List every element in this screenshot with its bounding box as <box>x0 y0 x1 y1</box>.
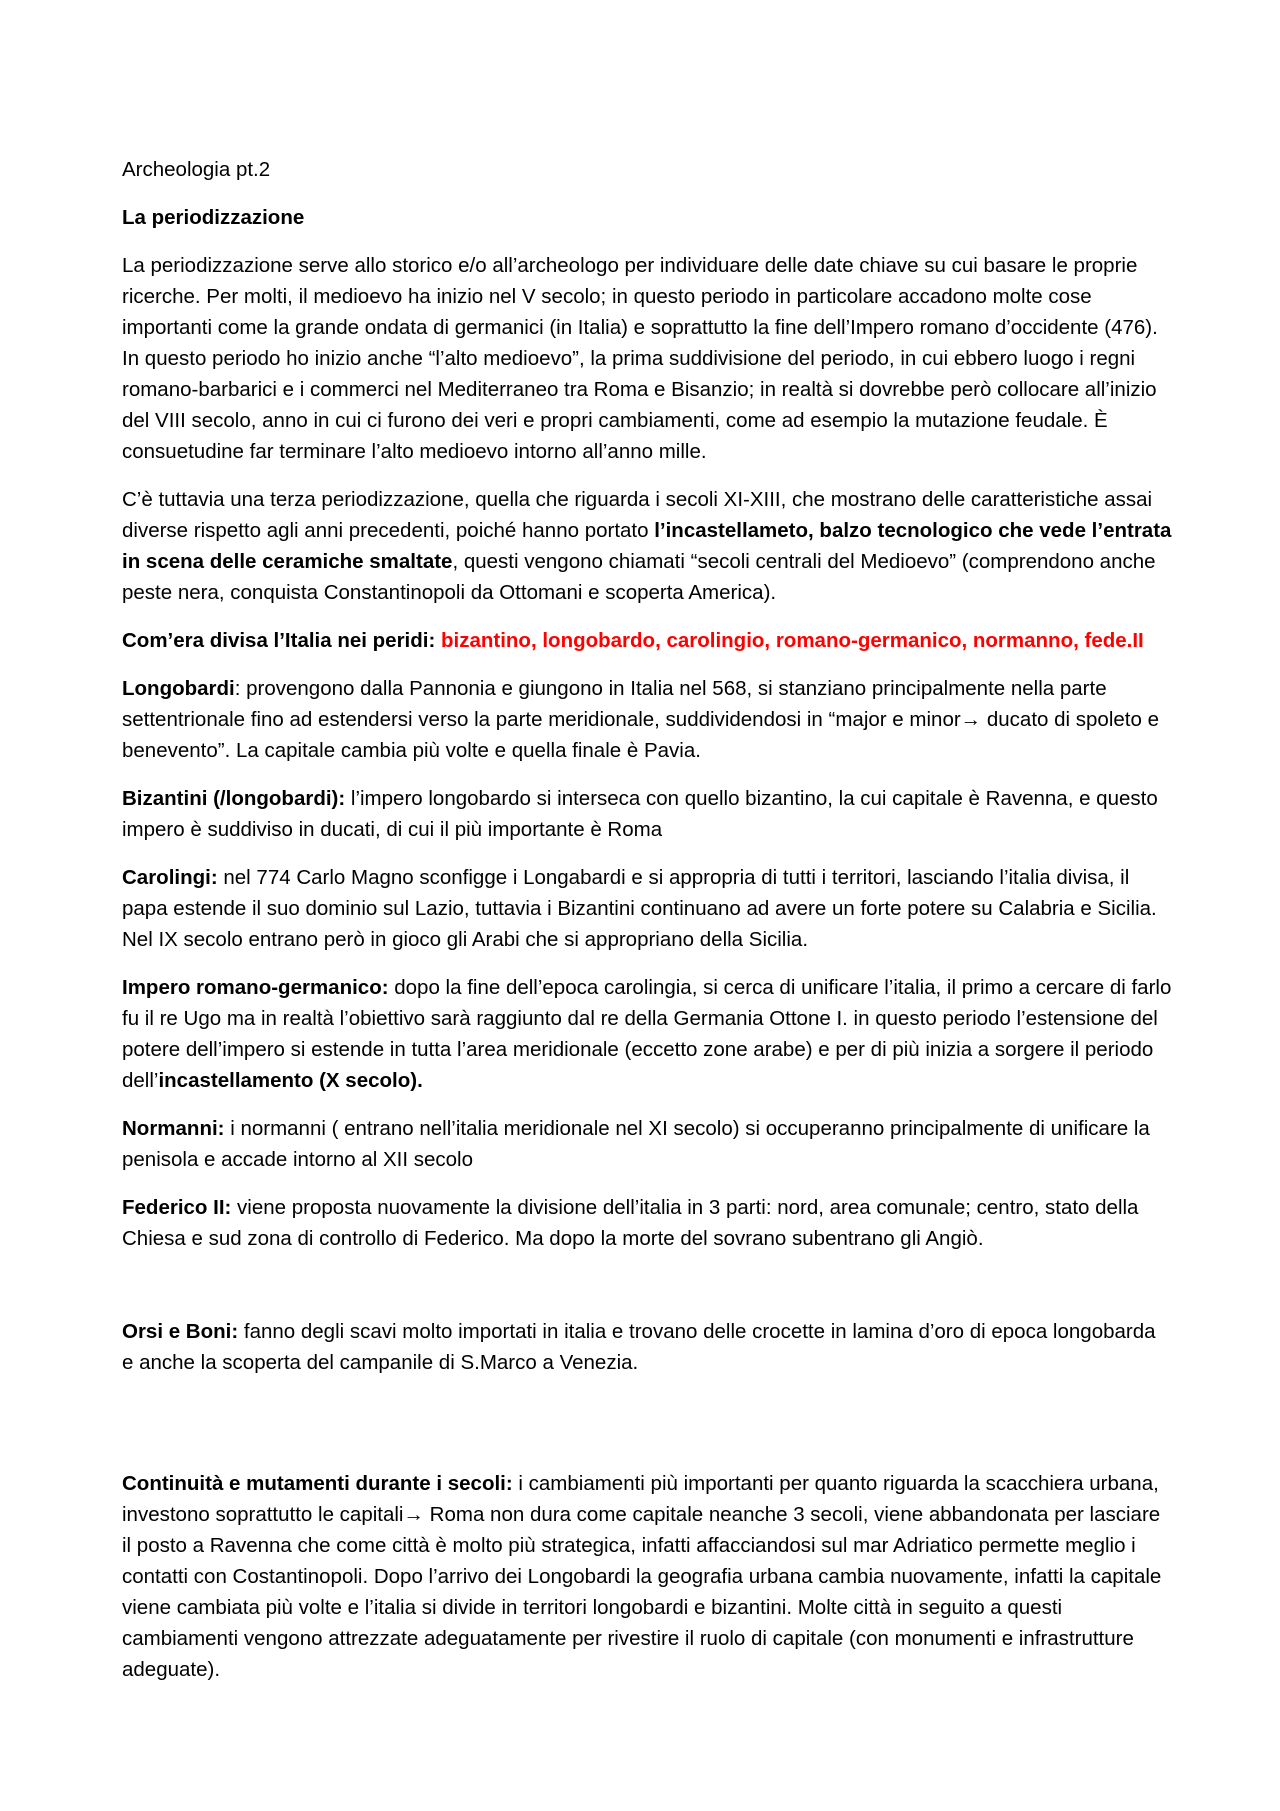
paragraph-terza-periodizzazione <box>122 484 1172 608</box>
paragraph-bizantini <box>122 783 1172 845</box>
paragraph-text: C’è tuttavia una terza periodizzazione, quella che riguarda i secoli XI-XIII, che mostrano delle caratteristiche assai diverse rispetto agli anni precedenti, poiché hanno portato <box>122 488 1153 542</box>
bold-label: Continuità e mutamenti durante i secoli: <box>122 1472 513 1495</box>
paragraph-text: nel 774 Carlo Magno sconfigge i Longabardi e si appropria di tutti i territori, lasciando l’italia divisa, il papa estende il suo dominio sul Lazio, tuttavia i Bizantini continuano ad avere un forte potere su Calabria e Sicilia. Nel IX secolo entrano però in gioco gli Arabi che si appropriano della Sicilia. <box>122 866 1157 951</box>
bold-label: Federico II: <box>122 1196 232 1219</box>
paragraph-longobardi <box>122 673 1172 766</box>
paragraph-orsi-e-boni <box>122 1316 1172 1378</box>
paragraph-text: l’impero longobardo si interseca con quello bizantino, la cui capitale è Ravenna, e questo impero è suddiviso in ducati, di cui il più importante è Roma <box>122 787 1158 841</box>
paragraph-normanni <box>122 1113 1172 1175</box>
bold-label: Orsi e Boni: <box>122 1320 239 1343</box>
paragraph-text: fanno degli scavi molto importati in italia e trovano delle crocette in lamina d’oro di epoca longobarda e anche la scoperta del campanile di S.Marco a Venezia. <box>122 1320 1156 1374</box>
paragraph-text: ducato di spoleto e benevento”. La capitale cambia più volte e quella finale è Pavia. <box>122 708 1159 762</box>
arrow-icon: → <box>403 1503 424 1526</box>
bold-label: Com’era divisa l’Italia nei peridi: <box>122 629 441 652</box>
bold-label: Impero romano-germanico: <box>122 976 389 999</box>
paragraph-text: dopo la fine dell’epoca carolingia, si cerca di unificare l’italia, il primo a cercare di farlo fu il re Ugo ma in realtà l’obiettivo sarà raggiunto dal re della Germania Ottone I. in questo periodo l’estensione del potere dell’impero si estende in tutta l’area meridionale (eccetto zone arabe) e per di più inizia a sorgere il periodo dell’ <box>122 976 1172 1092</box>
paragraph-impero-romano-germanico <box>122 972 1172 1096</box>
paragraph-carolingi <box>122 862 1172 955</box>
bold-label: Longobardi <box>122 677 235 700</box>
paragraph-continuita <box>122 1468 1172 1685</box>
arrow-icon: → <box>960 708 982 731</box>
highlighted-text: bizantino, longobardo, carolingio, romano-germanico, normanno, fede.II <box>441 629 1144 652</box>
paragraph-federico-ii <box>122 1192 1172 1254</box>
section-heading: La periodizzazione <box>122 206 305 229</box>
document-body <box>122 154 1172 1702</box>
paragraph-text: viene proposta nuovamente la divisione dell’italia in 3 parti: nord, area comunale; centro, stato della Chiesa e sud zona di controllo di Federico. Ma dopo la morte del sovrano subentrano gli Angiò. <box>122 1196 1139 1250</box>
bold-text: incastellamento (X secolo). <box>158 1069 423 1092</box>
doc-title: Archeologia pt.2 <box>122 158 271 181</box>
bold-label: Normanni: <box>122 1117 225 1140</box>
paragraph-text: , questi vengono chiamati “secoli centrali del Medioevo” (comprendono anche peste nera, conquista Constantinopoli da Ottomani e scoperta America). <box>122 550 1156 604</box>
paragraph-divisione-italia <box>122 625 1172 656</box>
paragraph-text: Roma non dura come capitale neanche 3 secoli, viene abbandonata per lasciare il posto a Ravenna che come città è molto più strategica, infatti affacciandosi sul mar Adriatico permette meglio i contatti con Costantinopoli. Dopo l’arrivo dei Longobardi la geografia urbana cambia nuovamente, infatti la capitale viene cambiata più volte e l’italia si divide in territori longobardi e bizantini. Molte città in seguito a questi cambiamenti vengono attrezzate adeguatamente per rivestire il ruolo di capitale (con monumenti e infrastrutture adeguate). <box>122 1503 1162 1681</box>
paragraph-text: : provengono dalla Pannonia e giungono in Italia nel 568, si stanziano principalmente nella parte settentrionale fino ad estendersi verso la parte meridionale, suddividendosi in “major e minor <box>122 677 1107 731</box>
paragraph-text: i cambiamenti più importanti per quanto riguarda la scacchiera urbana, investono soprattutto le capitali <box>122 1472 1159 1526</box>
bold-text: l’incastellameto, balzo tecnologico che vede l’entrata in scena delle ceramiche smaltate <box>122 519 1172 573</box>
bold-label: Bizantini (/longobardi): <box>122 787 346 810</box>
paragraph-text: i normanni ( entrano nell’italia meridionale nel XI secolo) si occuperanno principalmente di unificare la penisola e accade intorno al XII secolo <box>122 1117 1150 1171</box>
paragraph-periodizzazione: La periodizzazione serve allo storico e/o all’archeologo per individuare delle date chiave su cui basare le proprie ricerche. Per molti, il medioevo ha inizio nel V secolo; in questo periodo in particolare accadono molte cose importanti come la grande ondata di germanici (in Italia) e soprattutto la fine dell’Impero romano d’occidente (476). In questo periodo ho inizio anche “l’alto medioevo”, la prima suddivisione del periodo, in cui ebbero luogo i regni romano-barbarici e i commerci nel Mediterraneo tra Roma e Bisanzio; in realtà si dovrebbe però collocare all’inizio del VIII secolo, anno in cui ci furono dei veri e propri cambiamenti, come ad esempio la mutazione feudale. È consuetudine far terminare l’alto medioevo intorno all’anno mille. <box>122 254 1158 463</box>
bold-label: Carolingi: <box>122 866 218 889</box>
